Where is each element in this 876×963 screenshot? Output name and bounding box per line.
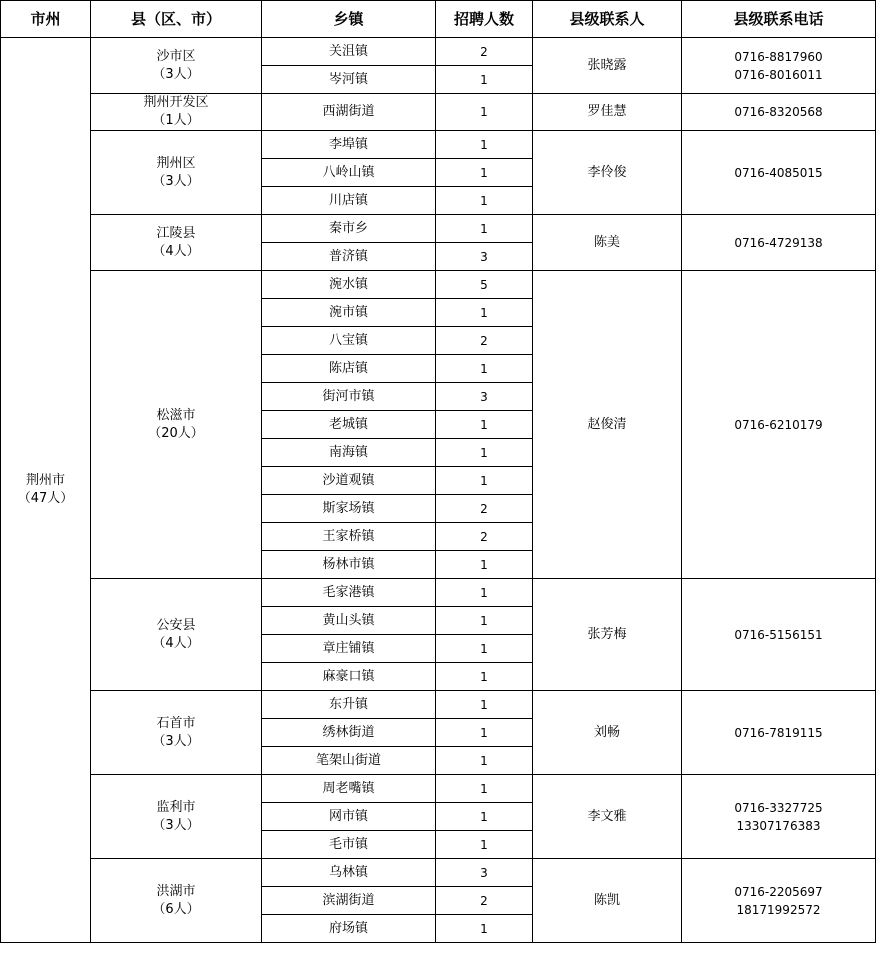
table-row: [1, 691, 876, 719]
town-cell: 南海镇: [262, 439, 436, 467]
phone-line: 0716-7819115: [734, 725, 823, 740]
county-line: 石首市: [156, 715, 196, 731]
county-line: 监利市: [156, 799, 196, 815]
header-phone: 县级联系电话: [682, 1, 876, 38]
recruit-count-cell: 1: [436, 215, 533, 243]
town-cell: 黄山头镇: [262, 607, 436, 635]
county-line: 公安县: [156, 617, 196, 633]
recruit-count-cell: 1: [436, 691, 533, 719]
phone-line: 0716-8320568: [734, 105, 823, 119]
phone-cell: [682, 859, 876, 943]
header-contact: 县级联系人: [533, 1, 682, 38]
phone-cell: [682, 271, 876, 579]
contact-cell: 陈凯: [533, 859, 682, 943]
recruit-count-cell: 1: [436, 355, 533, 383]
recruit-count-cell: 1: [436, 551, 533, 579]
table-row: [1, 859, 876, 887]
county-cell: [91, 215, 262, 271]
contact-cell: 张芳梅: [533, 579, 682, 691]
contact-cell: 李伶俊: [533, 131, 682, 215]
town-cell: 八宝镇: [262, 327, 436, 355]
county-line: 荆州区: [156, 155, 196, 171]
header-recruit-count: 招聘人数: [436, 1, 533, 38]
county-line: （1人）: [152, 113, 200, 128]
town-cell: 王家桥镇: [262, 523, 436, 551]
contact-cell: 赵俊清: [533, 271, 682, 579]
phone-cell: [682, 94, 876, 131]
recruit-count-cell: 1: [436, 831, 533, 859]
town-cell: 关沮镇: [262, 38, 436, 66]
recruit-count-cell: 1: [436, 299, 533, 327]
county-cell: [91, 859, 262, 943]
table-row: [1, 271, 876, 299]
county-line: 沙市区: [156, 48, 196, 64]
recruit-count-cell: 2: [436, 495, 533, 523]
town-cell: 章庄铺镇: [262, 635, 436, 663]
county-cell: [91, 38, 262, 94]
recruit-count-cell: 1: [436, 803, 533, 831]
county-line: （20人）: [148, 425, 204, 441]
town-cell: 陈店镇: [262, 355, 436, 383]
county-cell: [91, 775, 262, 859]
recruit-count-cell: 1: [436, 131, 533, 159]
phone-line: 0716-4085015: [734, 165, 823, 180]
county-cell: [91, 579, 262, 691]
recruit-count-cell: 2: [436, 887, 533, 915]
county-line: （4人）: [152, 243, 200, 259]
recruit-count-cell: 1: [436, 439, 533, 467]
county-line: 洪湖市: [156, 883, 196, 899]
table-row: [1, 38, 876, 66]
recruit-count-cell: 1: [436, 159, 533, 187]
county-cell: [91, 271, 262, 579]
phone-line: 0716-6210179: [734, 417, 823, 432]
county-line: （3人）: [152, 66, 200, 82]
recruit-count-cell: 1: [436, 915, 533, 943]
recruit-count-cell: 3: [436, 243, 533, 271]
recruit-count-cell: 1: [436, 607, 533, 635]
town-cell: 川店镇: [262, 187, 436, 215]
town-cell: 涴水镇: [262, 271, 436, 299]
recruit-count-cell: 3: [436, 383, 533, 411]
county-line: （6人）: [152, 901, 200, 917]
phone-line: 0716-8817960: [734, 49, 823, 64]
contact-cell: 李文雅: [533, 775, 682, 859]
table-row: [1, 131, 876, 159]
phone-line: 0716-3327725: [734, 800, 823, 815]
header-city: 市州: [1, 1, 91, 38]
contact-cell: 陈美: [533, 215, 682, 271]
town-cell: 秦市乡: [262, 215, 436, 243]
table-row: [1, 215, 876, 243]
phone-cell: [682, 579, 876, 691]
town-cell: 绣林街道: [262, 719, 436, 747]
county-line: （3人）: [152, 817, 200, 833]
county-cell: [91, 94, 262, 131]
town-cell: 街河市镇: [262, 383, 436, 411]
recruit-count-cell: 1: [436, 719, 533, 747]
town-cell: 杨林市镇: [262, 551, 436, 579]
town-cell: 普济镇: [262, 243, 436, 271]
recruit-count-cell: 1: [436, 187, 533, 215]
phone-cell: [682, 775, 876, 859]
town-cell: 麻豪口镇: [262, 663, 436, 691]
town-cell: 老城镇: [262, 411, 436, 439]
header-county: 县（区、市）: [91, 1, 262, 38]
recruit-count-cell: 1: [436, 66, 533, 94]
city-line: （47人）: [17, 491, 74, 506]
town-cell: 东升镇: [262, 691, 436, 719]
town-cell: 八岭山镇: [262, 159, 436, 187]
recruit-count-cell: 1: [436, 94, 533, 131]
recruit-count-cell: 1: [436, 775, 533, 803]
county-line: 松滋市: [156, 407, 196, 423]
city-line: 荆州市: [25, 473, 65, 488]
recruit-count-cell: 2: [436, 523, 533, 551]
phone-cell: [682, 215, 876, 271]
contact-cell: 刘畅: [533, 691, 682, 775]
county-line: 荆州开发区: [143, 95, 209, 110]
header-row: [1, 1, 876, 38]
phone-line: 0716-2205697: [734, 884, 823, 899]
town-cell: 周老嘴镇: [262, 775, 436, 803]
phone-line: 0716-5156151: [734, 627, 823, 642]
county-line: （3人）: [152, 173, 200, 189]
recruit-count-cell: 1: [436, 747, 533, 775]
phone-cell: [682, 131, 876, 215]
county-line: （4人）: [152, 635, 200, 651]
recruit-count-cell: 5: [436, 271, 533, 299]
town-cell: 涴市镇: [262, 299, 436, 327]
town-cell: 滨湖街道: [262, 887, 436, 915]
phone-line: 13307176383: [736, 818, 821, 833]
recruit-count-cell: 1: [436, 579, 533, 607]
header-town: 乡镇: [262, 1, 436, 38]
phone-line: 18171992572: [736, 902, 821, 917]
recruit-count-cell: 1: [436, 635, 533, 663]
town-cell: 李埠镇: [262, 131, 436, 159]
recruit-count-cell: 1: [436, 411, 533, 439]
town-cell: 西湖街道: [262, 94, 436, 131]
town-cell: 笔架山街道: [262, 747, 436, 775]
county-cell: [91, 131, 262, 215]
contact-cell: 张晓露: [533, 38, 682, 94]
phone-cell: [682, 38, 876, 94]
town-cell: 岑河镇: [262, 66, 436, 94]
contact-cell: 罗佳慧: [533, 94, 682, 131]
recruit-count-cell: 2: [436, 327, 533, 355]
recruit-count-cell: 1: [436, 663, 533, 691]
recruit-count-cell: 3: [436, 859, 533, 887]
town-cell: 网市镇: [262, 803, 436, 831]
table-row: [1, 579, 876, 607]
phone-line: 0716-4729138: [734, 235, 823, 250]
county-line: （3人）: [152, 733, 200, 749]
table-row: [1, 775, 876, 803]
city-cell: [1, 38, 91, 943]
phone-line: 0716-8016011: [734, 67, 823, 82]
town-cell: 沙道观镇: [262, 467, 436, 495]
town-cell: 毛家港镇: [262, 579, 436, 607]
county-cell: [91, 691, 262, 775]
town-cell: 毛市镇: [262, 831, 436, 859]
town-cell: 乌林镇: [262, 859, 436, 887]
town-cell: 斯家场镇: [262, 495, 436, 523]
county-line: 江陵县: [156, 225, 196, 241]
town-cell: 府场镇: [262, 915, 436, 943]
phone-cell: [682, 691, 876, 775]
recruit-count-cell: 2: [436, 38, 533, 66]
table-row: [1, 94, 876, 131]
recruit-count-cell: 1: [436, 467, 533, 495]
